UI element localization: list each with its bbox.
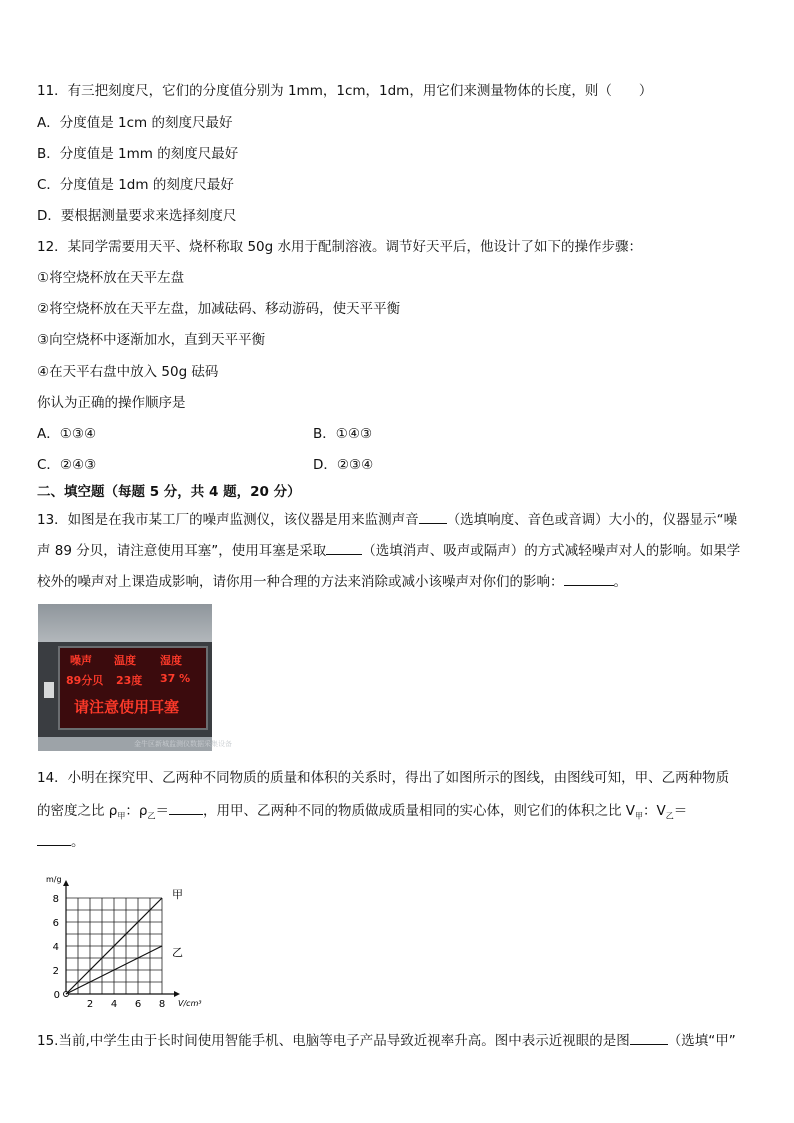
led-header-noise: 噪声 xyxy=(70,654,92,667)
x-tick-label: 2 xyxy=(86,999,94,1010)
q12-step-1: ①将空烧杯放在天平左盘 xyxy=(37,270,185,286)
led-header-temperature: 温度 xyxy=(114,654,136,667)
q15-blank-1[interactable] xyxy=(630,1030,668,1045)
q15-text-1a: 15.当前,中学生由于长时间使用智能手机、电脑等电子产品导致近视率升高。图中表示近视眼的是图 xyxy=(37,1033,630,1049)
y-axis-arrow xyxy=(63,880,69,886)
led-value-humidity: 37 % xyxy=(160,672,191,685)
q11-option-a: A．分度值是 1cm 的刻度尺最好 xyxy=(37,115,233,131)
x-axis-arrow xyxy=(174,991,180,997)
q14-text-3: 。 xyxy=(71,834,85,850)
section-heading: 二、填空题（每题 5 分，共 4 题，20 分） xyxy=(37,484,301,500)
wall-socket xyxy=(44,682,54,698)
q15-line-1 xyxy=(37,1030,736,1051)
q14-text-2a: 的密度之比 ρ xyxy=(37,803,118,819)
q14-sub-yi-2: 乙 xyxy=(665,811,674,821)
q13-text-3a: 校外的噪声对上课造成影响，请你用一种合理的方法来消除或减小该噪声对你们的影响： xyxy=(37,574,564,590)
q12-step-2: ②将空烧杯放在天平左盘，加减砝码、移动游码，使天平平衡 xyxy=(37,301,401,317)
q13-line-1 xyxy=(37,509,737,530)
photo-watermark: 金牛区新城监测仪数据采集设备 xyxy=(134,740,232,748)
led-header-humidity: 湿度 xyxy=(160,654,182,667)
y-tick-label: 4 xyxy=(52,942,59,953)
y-tick-label: 6 xyxy=(52,918,59,929)
y-tick-label: 2 xyxy=(52,966,59,977)
q13-blank-1[interactable] xyxy=(419,509,447,524)
mass-volume-graph xyxy=(40,870,220,1010)
q13-blank-2[interactable] xyxy=(326,540,362,555)
q14-sub-jia: 甲 xyxy=(117,811,126,821)
led-value-temperature: 23度 xyxy=(116,674,143,687)
q14-line-2 xyxy=(37,800,687,827)
x-tick-label: 8 xyxy=(158,999,166,1010)
q13-text-2b: （选填消声、吸声或隔声）的方式减轻噪声对人的影响。如果学 xyxy=(362,543,741,559)
noise-monitor-photo xyxy=(38,604,232,751)
q11-option-c: C．分度值是 1dm 的刻度尺最好 xyxy=(37,177,234,193)
q14-colon-2: ：V xyxy=(642,803,666,819)
q14-eq-2: ＝ xyxy=(673,803,688,819)
q11-option-b: B．分度值是 1mm 的刻度尺最好 xyxy=(37,146,239,162)
q14-blank-2[interactable] xyxy=(37,831,71,846)
q12-option-d: D．②③④ xyxy=(313,457,374,473)
q12-stem: 12．某同学需要用天平、烧杯称取 50g 水用于配制溶液。调节好天平后，他设计了如下的操作步骤： xyxy=(37,239,643,255)
q12-step-4: ④在天平右盘中放入 50g 砝码 xyxy=(37,364,219,380)
x-tick-label: 4 xyxy=(110,999,118,1010)
photo-wall xyxy=(38,604,212,642)
q12-option-c: C．②④③ xyxy=(37,457,97,473)
q14-blank-1[interactable] xyxy=(169,800,203,815)
q11-stem: 11．有三把刻度尺，它们的分度值分别为 1mm，1cm，1dm，用它们来测量物体的长度，则（ ） xyxy=(37,83,653,99)
led-banner: 请注意使用耳塞 xyxy=(74,698,180,716)
led-value-noise: 89分贝 xyxy=(66,674,104,687)
q12-step-3: ③向空烧杯中逐渐加水，直到天平平衡 xyxy=(37,332,266,348)
q13-text-1a: 13．如图是在我市某工厂的噪声监测仪，该仪器是用来监测声音 xyxy=(37,512,419,528)
origin-label: 0 xyxy=(53,990,60,1001)
q14-eq: ＝ xyxy=(155,803,169,819)
q13-text-2a: 声 89 分贝，请注意使用耳塞”，使用耳塞是采取 xyxy=(37,543,327,559)
q13-blank-3[interactable] xyxy=(564,571,614,586)
x-tick-label: 6 xyxy=(134,999,142,1010)
q12-prompt: 你认为正确的操作顺序是 xyxy=(37,395,186,411)
q13-text-1b: （选填响度、音色或音调）大小的，仪器显示“噪 xyxy=(446,512,738,528)
x-axis-label: V/cm³ xyxy=(178,999,202,1008)
q13-line-3 xyxy=(37,571,627,592)
y-tick-label: 8 xyxy=(52,894,59,905)
q14-text-2b: ，用甲、乙两种不同的物质做成质量相同的实心体，则它们的体积之比 V xyxy=(202,803,635,819)
q13-line-2 xyxy=(37,540,740,561)
q13-text-3b: 。 xyxy=(613,574,627,590)
q14-colon: ：ρ xyxy=(125,803,148,819)
q12-option-b: B．①④③ xyxy=(313,426,373,442)
y-axis-label: m/g xyxy=(46,875,62,884)
q14-line-3 xyxy=(37,831,85,852)
q12-option-a: A．①③④ xyxy=(37,426,97,442)
series-label-0: 甲 xyxy=(172,888,183,901)
q14-line-1: 14．小明在探究甲、乙两种不同物质的质量和体积的关系时，得出了如图所示的图线，由图线可知，甲、乙两种物质 xyxy=(37,770,730,786)
q14-sub-jia-2: 甲 xyxy=(634,811,643,821)
q11-option-d: D．要根据测量要求来选择刻度尺 xyxy=(37,208,237,224)
series-label-1: 乙 xyxy=(172,946,183,959)
q15-text-1b: （选填“甲” xyxy=(667,1033,736,1049)
q14-sub-yi: 乙 xyxy=(147,811,156,821)
